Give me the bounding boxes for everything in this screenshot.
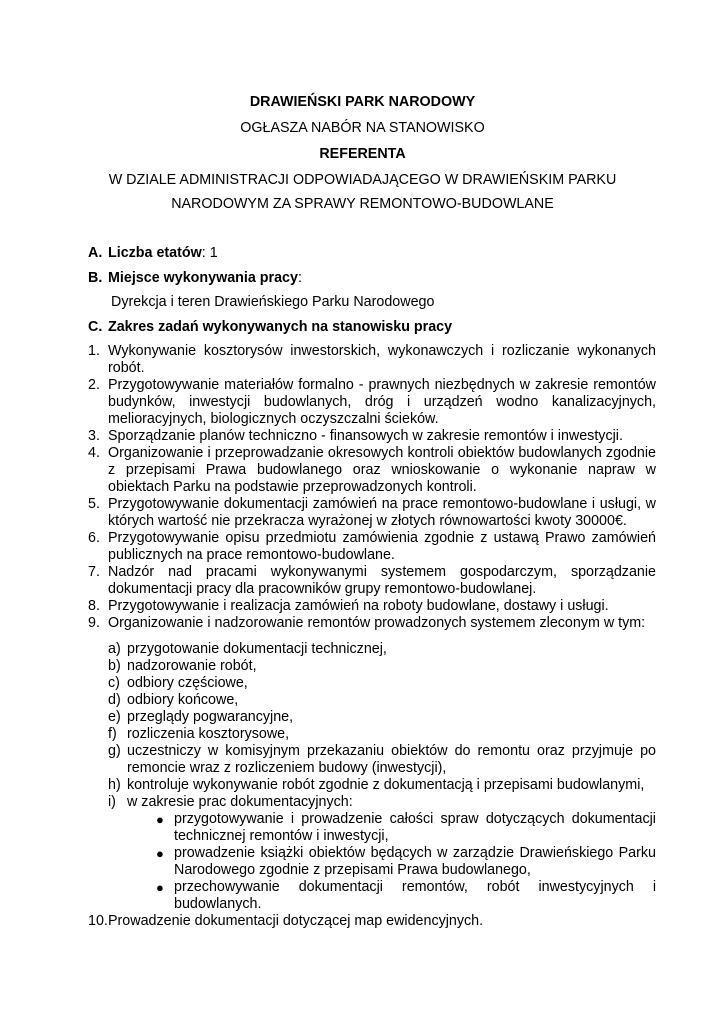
task-number: 8. [88,598,100,614]
task-number: 4. [88,445,100,461]
task-number: 10. [88,913,108,929]
section-b-detail: Dyrekcja i teren Drawieńskiego Parku Narodowego [111,294,435,310]
task-number: 7. [88,564,100,580]
task-number: 3. [88,428,100,444]
bullet-text: przechowywanie dokumentacji remontów, robót inwestycyjnych i budowlanych. [174,879,656,912]
task-item [88,496,656,530]
section-c-label: Zakres zadań wykonywanych na stanowisku pracy [108,319,453,335]
section-a [88,245,218,262]
task-item [88,343,656,377]
task-text: Prowadzenie dokumentacji dotyczącej map ewidencyjnych. [108,913,484,929]
bullet-item [155,845,656,879]
subtask-list [108,641,656,913]
subtask-letter: f) [108,726,117,742]
subtask-letter: b) [108,658,121,674]
task-text: Sporządzanie planów techniczno - finansowych w zakresie remontów i inwestycji. [108,428,623,444]
task-text: Przygotowywanie i realizacja zamówień na roboty budowlane, dostawy i usługi. [108,598,609,614]
task-number: 2. [88,377,100,393]
subtask-text: odbiory końcowe, [127,692,239,708]
subtask-item [108,743,656,777]
subtask-text: przygotowanie dokumentacji technicznej, [127,641,387,657]
task-text: Wykonywanie kosztorysów inwestorskich, wykonawczych i rozliczanie wykonanych robót. [108,343,656,376]
task-number: 9. [88,615,100,631]
subtask-item [108,726,656,743]
section-c-letter: C. [88,319,103,335]
task-text: Nadzór nad pracami wykonywanymi systemem gospodarczym, sporządzanie dokumentacji pracy dla pracowników grupy remontowo-budowlanej. [108,564,656,597]
section-b [88,270,302,287]
section-b-value: : [297,270,302,286]
bullet-item [155,879,656,913]
subtask-item [108,675,656,692]
task-number: 5. [88,496,100,512]
subtask-letter: a) [108,641,121,657]
subtask-text: rozliczenia kosztorysowe, [127,726,290,742]
task-item [88,564,656,598]
task-item [88,615,656,913]
task-item [88,428,656,445]
task-text: Organizowanie i przeprowadzanie okresowych kontroli obiektów budowlanych zgodnie z przepisami Prawa budowlanego oraz wnioskowanie o wykonanie napraw w obiektach Parku na podstawie przeprowadzonych kontroli. [108,445,656,495]
subtask-letter: h) [108,777,121,793]
task-text: Organizowanie i nadzorowanie remontów prowadzonych systemem zleconym w tym: [108,615,646,631]
task-item [88,913,656,930]
task-list [88,343,656,930]
section-a-label: Liczba etatów [108,245,202,261]
section-c [88,319,452,336]
bullet-icon: ● [156,846,164,861]
task-item [88,445,656,496]
announcement-line: OGŁASZA NABÓR NA STANOWISKO [240,120,485,136]
position-title: REFERENTA [319,146,406,162]
subtask-text: nadzorowanie robót, [127,658,257,674]
park-name-heading: DRAWIEŃSKI PARK NARODOWY [249,94,476,110]
subtask-text: kontroluje wykonywanie robót zgodnie z dokumentacją i przepisami budowlanymi, [127,777,645,793]
subtask-item [108,692,656,709]
section-a-letter: A. [88,245,103,261]
subtask-text: w zakresie prac dokumentacyjnych: [127,794,353,810]
task-number: 6. [88,530,100,546]
task-text: Przygotowywanie opisu przedmiotu zamówienia zgodnie z ustawą Prawo zamówień publicznych na prace remontowo-budowlane. [108,530,656,563]
subtask-item [108,709,656,726]
bullet-list [127,811,656,913]
bullet-text: prowadzenie książki obiektów będących w zarządzie Drawieńskiego Parku Narodowego zgodnie z przepisami Prawa budowlanego, [174,845,656,878]
subtask-letter: d) [108,692,121,708]
subtask-letter: g) [108,743,121,759]
subtask-text: odbiory częściowe, [127,675,248,691]
section-a-value: : 1 [201,245,218,261]
department-line-2: NARODOWYM ZA SPRAWY REMONTOWO-BUDOWLANE [171,196,554,212]
bullet-text: przygotowywanie i prowadzenie całości spraw dotyczących dokumentacji technicznej remontów i inwestycji, [174,811,656,844]
subtask-item [108,794,656,913]
subtask-letter: e) [108,709,121,725]
section-b-letter: B. [88,270,103,286]
subtask-text: uczestniczy w komisyjnym przekazaniu obiektów do remontu oraz przyjmuje po remoncie wraz z rozliczeniem budowy (inwestycji), [127,743,656,776]
subtask-item [108,777,656,794]
bullet-icon: ● [156,880,164,895]
subtask-item [108,658,656,675]
bullet-item [155,811,656,845]
subtask-item [108,641,656,658]
task-text: Przygotowywanie dokumentacji zamówień na prace remontowo-budowlane i usługi, w których wartość nie przekracza wyrażonej w złotych równowartości kwoty 30000€. [108,496,656,529]
subtask-letter: c) [108,675,120,691]
task-item [88,377,656,428]
section-b-label: Miejsce wykonywania pracy [108,270,298,286]
task-text: Przygotowywanie materiałów formalno - prawnych niezbędnych w zakresie remontów budynków, inwestycji budowlanych, dróg i urządzeń wodno kanalizacyjnych, melioracyjnych, biologicznych oczyszczalni ścieków. [108,377,656,427]
task-item [88,530,656,564]
task-item [88,598,656,615]
bullet-icon: ● [156,812,164,827]
subtask-text: przeglądy pogwarancyjne, [127,709,294,725]
department-line-1: W DZIALE ADMINISTRACJI ODPOWIADAJĄCEGO W DRAWIEŃSKIM PARKU [108,172,617,188]
task-number: 1. [88,343,100,359]
subtask-letter: i) [108,794,116,810]
